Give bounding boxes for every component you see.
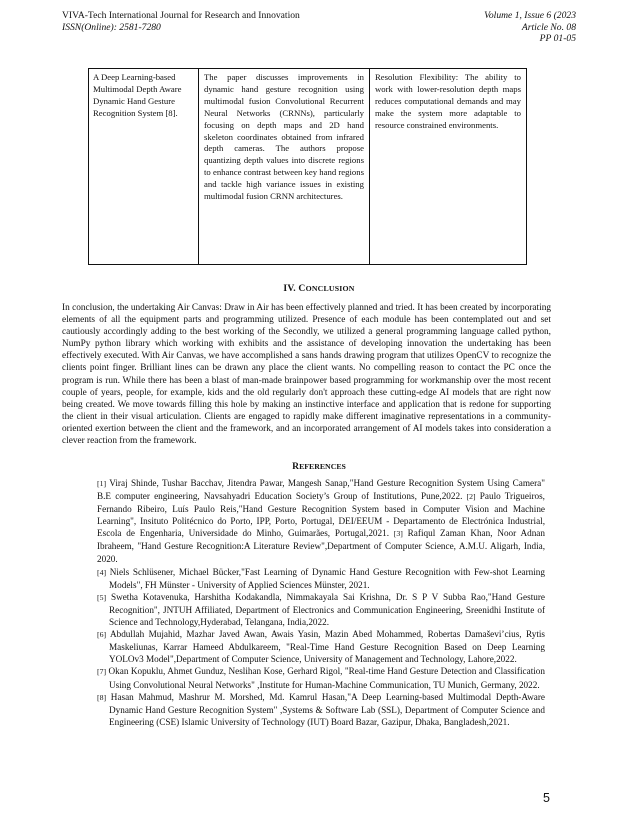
references-heading-rest: EFERENCES — [299, 462, 346, 471]
ref-text: Viraj Shinde, Tushar Bacchav, Jitendra Pawar, Mangesh Sanap,"Hand Gesture Recognition System Using Camera" B.E computer engineering, Navsahyadri Education Society’s Group of Institutions, Pune,2022. — [97, 478, 545, 502]
conclusion-heading-number: IV. C — [283, 283, 306, 294]
ref-number: [5] — [97, 592, 107, 602]
ref-number: [2] — [466, 492, 476, 502]
page-range: PP 01-05 — [539, 33, 576, 45]
journal-issn: ISSN(Online): 2581-7280 — [62, 21, 161, 33]
header-left — [62, 10, 300, 33]
references-list — [97, 477, 545, 728]
ref-text: Rafiqul Zaman Khan, Noor Adnan Ibraheem, "Hand Gesture Recognition:A Literature Review",Department of Computer Science, A.M.U. Aligarh, India, 2020. — [97, 528, 545, 564]
reference-item — [97, 591, 545, 628]
journal-name: VIVA-Tech International Journal for Research and Innovation — [62, 10, 300, 21]
page-number: 5 — [543, 791, 550, 805]
references-heading-initial: R — [292, 461, 300, 472]
reference-block-1-3 — [97, 477, 545, 565]
ref-text: Abdullah Mujahid, Mazhar Javed Awan, Awais Yasin, Mazin Abed Mohammed, Robertas Damaševi’cius, Rytis Maskeliunas, Karrar Hameed Abdulkareem, "Real-Time Hand Gesture Recognition Based on Deep Learning YOLOv3 Model",Department of Computer Science, University of Management and Technology, Lahore,2022. — [106, 629, 545, 665]
conclusion-heading — [0, 283, 638, 294]
conclusion-paragraph: In conclusion, the undertaking Air Canvas: Draw in Air has been effectively planned and tried. It has been created by incorporating elements of all the equipment parts and programming utilized. Presence of each module has been contemplated out and set cautiously accordingly adding to the best working of the Secondly, we utilized a general programming language called python, NumPy python library which working with exhibits and the assistance of developing innovation the undertaking has been effectively executed. With Air Canvas, we have accomplished a sans hands drawing program that utilizes OpenCV to recognize the clients point finger. Brilliant lines can be drawn any place the client wants. No compelling reason to contact the PC once the program is run. While there has been a blast of man-made brainpower based programming for workmanship over the most recent couple of years, people, for example, kids and the old regularly don't approach these cutting-edge AI models that are right now being created. We move towards filling this hole by making an instinctive interface and application that is redone for supporting the client in their visual articulation. Clients are engaged to rapidly make different imaginative representations in a community-oriented exertion between the client and the framework, and an incorporated arrangement of AI models takes into consideration a clever reaction from the framework. — [62, 303, 551, 447]
reference-item — [97, 691, 545, 728]
comparison-table — [88, 68, 527, 265]
ref-text: Swetha Kotavenuka, Harshitha Kodakandla, Nimmakayala Sai Krishna, Dr. S P V Subba Rao,"Hand Gesture Recognition", JNTUH Affiliated, Department of Electronics and Communication Engineering, Sreenidhi Institute of Science and Technology,Hyderabad, Telangana, India,2022. — [106, 591, 545, 628]
reference-item — [97, 628, 545, 665]
article-number: Article No. 08 — [521, 21, 576, 33]
table-row — [89, 69, 527, 265]
reference-item — [97, 665, 545, 690]
paper-advantage-cell: Resolution Flexibility: The ability to work with lower-resolution depth maps reduces computational demands and may make the system more adaptable to resource constrained environments. — [370, 69, 527, 265]
ref-number: [6] — [97, 630, 107, 640]
ref-number: [7] — [97, 667, 107, 677]
conclusion-heading-rest: ONCLUSION — [305, 284, 355, 293]
paper-title-cell: A Deep Learning-based Multimodal Depth Aware Dynamic Hand Gesture Recognition System [8]. — [89, 69, 199, 265]
references-heading — [0, 461, 638, 472]
ref-number: [3] — [393, 529, 403, 539]
ref-text: Paulo Trigueiros, Fernando Ribeiro, Luís Paulo Reis,"Hand Gesture Recognition System based in Computer Vision and Machine Learning", Insituto Politécnico do Porto, IPP, Porto, Portugal, DEI/EEUM - Departamento de Electrónica Industrial, Escola de Engenharia, Universidade do Minho, Guimarães, Portugal,2021. — [97, 491, 545, 539]
volume-issue: Volume 1, Issue 6 (2023 — [484, 10, 576, 21]
header-right — [484, 10, 576, 45]
paper-description-cell: The paper discusses improvements in dynamic hand gesture recognition using multimodal fusion Convolutional Recurrent Neural Networks (CRNNs), particularly focusing on depth maps and 2D hand skeleton coordinates obtained from infrared depth cameras. The authors propose quantizing depth values into discrete regions to enhance contrast between key hand regions and tackle high variance issues in existing multimodal fusion CRNN architectures. — [199, 69, 370, 265]
ref-number: [8] — [97, 692, 107, 702]
ref-number: [1] — [97, 479, 107, 488]
ref-number: [4] — [97, 567, 107, 577]
ref-text: Okan Kopuklu, Ahmet Gunduz, Neslihan Kose, Gerhard Rigol, "Real-time Hand Gesture Detection and Classification Using Convolutional Neural Networks" ,Institute for Human-Machine Communication, TU Munich, Germany, 2022. — [106, 666, 545, 690]
ref-text: Niels Schlüsener, Michael Bücker,"Fast Learning of Dynamic Hand Gesture Recognition with Few-shot Learning Models", FH Münster - University of Applied Sciences Münster, 2021. — [106, 566, 545, 590]
reference-item — [97, 566, 545, 591]
ref-text: Hasan Mahmud, Mashrur M. Morshed, Md. Kamrul Hasan,"A Deep Learning-based Multimodal Depth-Aware Dynamic Hand Gesture Recognition System" ,Systems & Software Lab (SSL), Department of Computer Science and Engineering (CSE) Islamic University of Technology (IUT) Board Bazar, Gazipur, Dhaka, Bangladesh,2021. — [106, 691, 545, 727]
